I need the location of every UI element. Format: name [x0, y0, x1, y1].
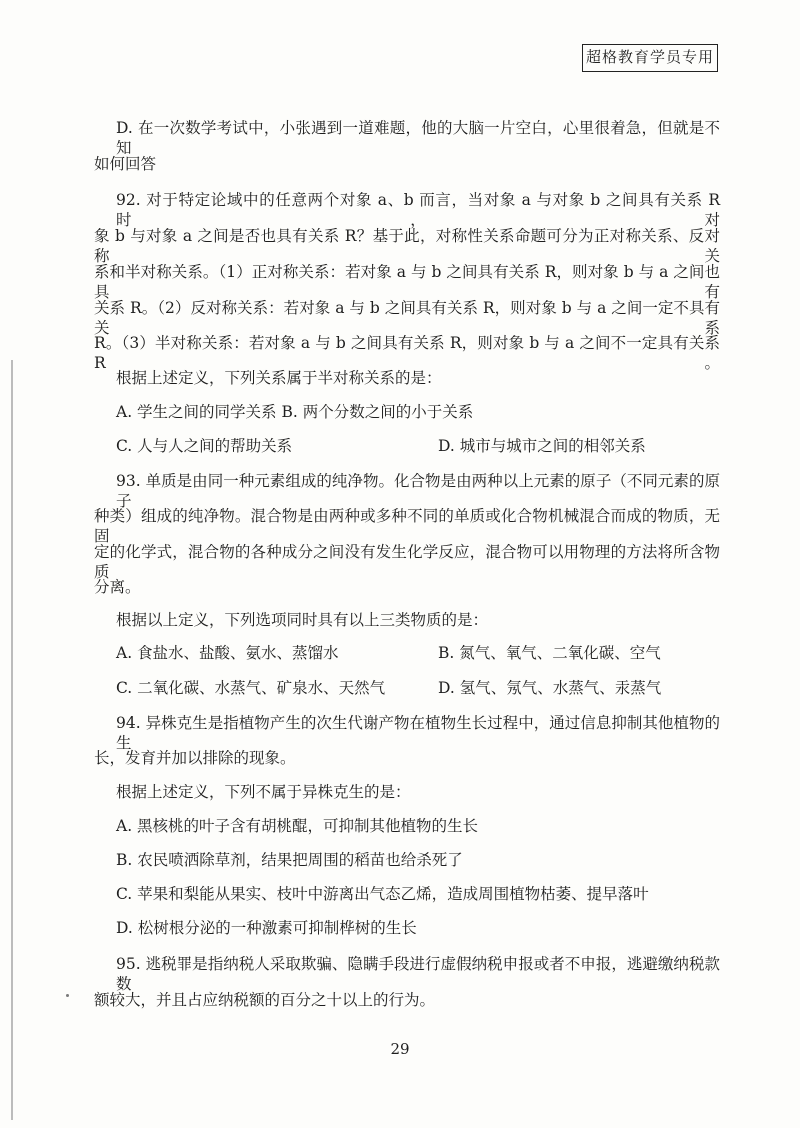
q95-text-line1: 95. 逃税罪是指纳税人采取欺骗、隐瞒手段进行虚假纳税申报或者不申报，逃避缴纳税款数	[116, 955, 720, 993]
page-number: 29	[390, 1040, 410, 1058]
header-badge: 超格教育学员专用	[582, 44, 718, 72]
q93-text-line1: 93. 单质是由同一种元素组成的纯净物。化合物是由两种以上元素的原子（不同元素的原子	[116, 472, 720, 510]
q94-question: 根据上述定义，下列不属于异株克生的是：	[116, 783, 411, 801]
q92-text-line4: 关系 R。（2）反对称关系：若对象 a 与 b 之间具有关系 R，则对象 b 与 a 之间一定不具有关系	[94, 299, 720, 337]
q92-text-line2: 象 b 与对象 a 之间是否也具有关系 R？基于此，对称性关系命题可分为正对称关系、反对称关	[94, 227, 720, 265]
scan-speck	[66, 994, 69, 997]
q92-text-line5: R。（3）半对称关系：若对象 a 与 b 之间具有关系 R，则对象 b 与 a 之间不一定具有关系 R。	[94, 334, 720, 372]
q91-option-d-line2: 如何回答	[94, 155, 157, 173]
q94-option-d: D. 松树根分泌的一种激素可抑制桦树的生长	[116, 919, 417, 937]
q94-option-b: B. 农民喷洒除草剂，结果把周围的稻苗也给杀死了	[116, 851, 463, 869]
q93-option-b: B. 氮气、氧气、二氧化碳、空气	[438, 644, 661, 662]
q94-option-c: C. 苹果和梨能从果实、枝叶中游离出气态乙烯，造成周围植物枯萎、提早落叶	[116, 885, 649, 903]
q95-text-line2: 额较大，并且占应纳税额的百分之十以上的行为。	[94, 991, 436, 1009]
q94-text-line2: 长，发育并加以排除的现象。	[94, 749, 296, 767]
scan-edge-line	[11, 360, 13, 1120]
q93-option-d: D. 氢气、氖气、水蒸气、汞蒸气	[438, 679, 662, 697]
q93-question: 根据以上定义，下列选项同时具有以上三类物质的是：	[116, 611, 489, 629]
q93-option-a: A. 食盐水、盐酸、氨水、蒸馏水	[116, 644, 339, 662]
q91-option-d-line1: D. 在一次数学考试中，小张遇到一道难题，他的大脑一片空白，心里很着急，但就是不知	[116, 119, 720, 157]
q94-text-line1: 94. 异株克生是指植物产生的次生代谢产物在植物生长过程中，通过信息抑制其他植物的生	[116, 714, 720, 752]
q94-option-a: A. 黑核桃的叶子含有胡桃醌，可抑制其他植物的生长	[116, 817, 479, 835]
q92-option-ab: A. 学生之间的同学关系 B. 两个分数之间的小于关系	[116, 403, 474, 421]
q93-text-line4: 分离。	[94, 578, 141, 596]
q93-text-line3: 定的化学式，混合物的各种成分之间没有发生化学反应，混合物可以用物理的方法将所含物质	[94, 543, 720, 581]
q93-text-line2: 种类）组成的纯净物。混合物是由两种或多种不同的单质或化合物机械混合而成的物质，无固	[94, 507, 720, 545]
q92-option-d: D. 城市与城市之间的相邻关系	[438, 437, 646, 455]
q93-option-c: C. 二氧化碳、水蒸气、矿泉水、天然气	[116, 679, 386, 697]
q92-text-line3: 系和半对称关系。（1）正对称关系：若对象 a 与 b 之间具有关系 R，则对象 b 与 a 之间也具有	[94, 263, 720, 301]
q92-option-c: C. 人与人之间的帮助关系	[116, 437, 293, 455]
q92-text-line1: 92. 对于特定论域中的任意两个对象 a、b 而言，当对象 a 与对象 b 之间具有关系 R 时，对	[116, 191, 720, 229]
q92-question: 根据上述定义，下列关系属于半对称关系的是：	[116, 369, 442, 387]
